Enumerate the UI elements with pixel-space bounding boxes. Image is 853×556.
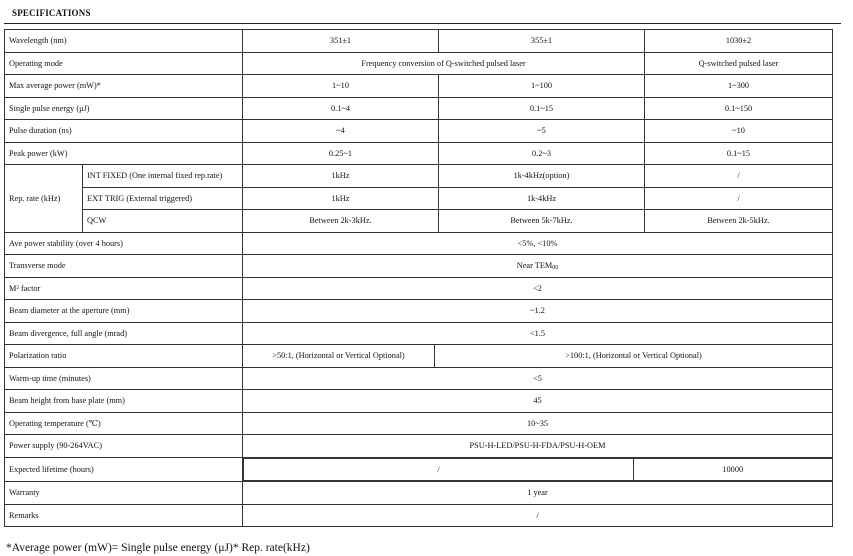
specifications-table — [4, 29, 833, 527]
row-label: Polarization ratio — [5, 345, 243, 368]
cell-value: / — [244, 458, 634, 481]
cell-value: / — [645, 187, 833, 210]
row-label: Beam diameter at the aperture (mm) — [5, 300, 243, 323]
cell-value: >50:1, (Horizontal or Vertical Optional) — [243, 345, 435, 368]
cell-value — [243, 255, 833, 278]
cell-value: 10000 — [634, 458, 833, 481]
cell-value: 1~100 — [439, 75, 645, 98]
title-divider — [4, 23, 841, 24]
table-row-peak-power — [5, 142, 833, 165]
table-row-operating-mode — [5, 52, 833, 75]
cell-value: 1kHz — [243, 165, 439, 188]
sub-label: INT FIXED (One internal fixed rep.rate) — [83, 165, 243, 188]
cell-value: 1k-4kHz(option) — [439, 165, 645, 188]
lifetime-subtable — [243, 458, 833, 482]
cell-value: <2 — [243, 277, 833, 300]
cell-value: Between 2k-5kHz. — [645, 210, 833, 233]
cell-value: >100:1, (Horizontal or Vertical Optional) — [435, 345, 833, 368]
cell-value: Between 2k-3kHz. — [243, 210, 439, 233]
cell-value: ~10 — [645, 120, 833, 143]
table-row-m2-factor — [5, 277, 833, 300]
table-row-rep-rate-int-fixed — [5, 165, 833, 188]
cell-value: <5%, <10% — [243, 232, 833, 255]
cell-value: 0.1~15 — [439, 97, 645, 120]
cell-value: 1~300 — [645, 75, 833, 98]
table-row-ave-power-stability — [5, 232, 833, 255]
row-label: Beam divergence, full angle (mrad) — [5, 322, 243, 345]
table-row-beam-divergence — [5, 322, 833, 345]
table-row-warranty — [5, 482, 833, 505]
cell-value: ~1.2 — [243, 300, 833, 323]
table-row-single-pulse-energy — [5, 97, 833, 120]
row-label: Pulse duration (ns) — [5, 120, 243, 143]
value-subscript: 00 — [552, 264, 559, 271]
row-label-rep-rate: Rep. rate (kHz) — [5, 165, 83, 233]
cell-value: Frequency conversion of Q-switched pulsed laser — [243, 52, 645, 75]
cell-value: Q-switched pulsed laser — [645, 52, 833, 75]
row-label: Ave power stability (over 4 hours) — [5, 232, 243, 255]
cell-value: 0.1~150 — [645, 97, 833, 120]
cell-value: 45 — [243, 390, 833, 413]
row-label: Expected lifetime (hours) — [5, 457, 243, 482]
table-row-power-supply — [5, 435, 833, 458]
row-label: Operating temperature (℃) — [5, 412, 243, 435]
table-row-beam-diameter — [5, 300, 833, 323]
table-row-polarization-ratio — [5, 345, 833, 368]
row-label: Warm-up time (minutes) — [5, 367, 243, 390]
cell-value: / — [645, 165, 833, 188]
cell-value: <5 — [243, 367, 833, 390]
cell-value: <1.5 — [243, 322, 833, 345]
cell-value: 0.1~15 — [645, 142, 833, 165]
sub-label: EXT TRIG (External triggered) — [83, 187, 243, 210]
cell-value: 1k-4kHz — [439, 187, 645, 210]
row-label: Power supply (90-264VAC) — [5, 435, 243, 458]
cell-value: 10~35 — [243, 412, 833, 435]
table-row-remarks — [5, 504, 833, 527]
table-row-wavelength — [5, 30, 833, 53]
value-text: Near TEM — [516, 260, 553, 270]
cell-value: Between 5k-7kHz. — [439, 210, 645, 233]
row-label: Peak power (kW) — [5, 142, 243, 165]
row-label: Operating mode — [5, 52, 243, 75]
row-label: Transverse mode — [5, 255, 243, 278]
cell-value: 0.25~1 — [243, 142, 439, 165]
table-row-operating-temperature — [5, 412, 833, 435]
table-row-rep-rate-qcw — [5, 210, 833, 233]
table-row-expected-lifetime — [5, 457, 833, 482]
sub-label: QCW — [83, 210, 243, 233]
cell-1030nm: 1030±2 — [645, 30, 833, 53]
cell-value: ~4 — [243, 120, 439, 143]
table-row-max-average-power — [5, 75, 833, 98]
lifetime-cell-group — [243, 457, 833, 482]
row-label: Single pulse energy (μJ) — [5, 97, 243, 120]
table-row-beam-height — [5, 390, 833, 413]
table-row-pulse-duration — [5, 120, 833, 143]
cell-value: 1~10 — [243, 75, 439, 98]
cell-value: ~5 — [439, 120, 645, 143]
table-row-transverse-mode — [5, 255, 833, 278]
table-row-warm-up-time — [5, 367, 833, 390]
cell-value: PSU-H-LED/PSU-H-FDA/PSU-H-OEM — [243, 435, 833, 458]
cell-value: 0.2~3 — [439, 142, 645, 165]
cell-value: 0.1~4 — [243, 97, 439, 120]
row-label: Remarks — [5, 504, 243, 527]
page-title: SPECIFICATIONS — [12, 8, 91, 18]
row-label: Max average power (mW)* — [5, 75, 243, 98]
cell-351nm: 351±1 — [243, 30, 439, 53]
cell-value: / — [243, 504, 833, 527]
row-label: Wavelength (nm) — [5, 30, 243, 53]
cell-value: 1 year — [243, 482, 833, 505]
row-label: M² factor — [5, 277, 243, 300]
table-row-rep-rate-ext-trig — [5, 187, 833, 210]
row-label: Beam height from base plate (mm) — [5, 390, 243, 413]
cell-355nm: 355±1 — [439, 30, 645, 53]
cell-value: 1kHz — [243, 187, 439, 210]
footnote: *Average power (mW)= Single pulse energy (μJ)* Rep. rate(kHz) — [6, 542, 310, 554]
row-label: Warranty — [5, 482, 243, 505]
